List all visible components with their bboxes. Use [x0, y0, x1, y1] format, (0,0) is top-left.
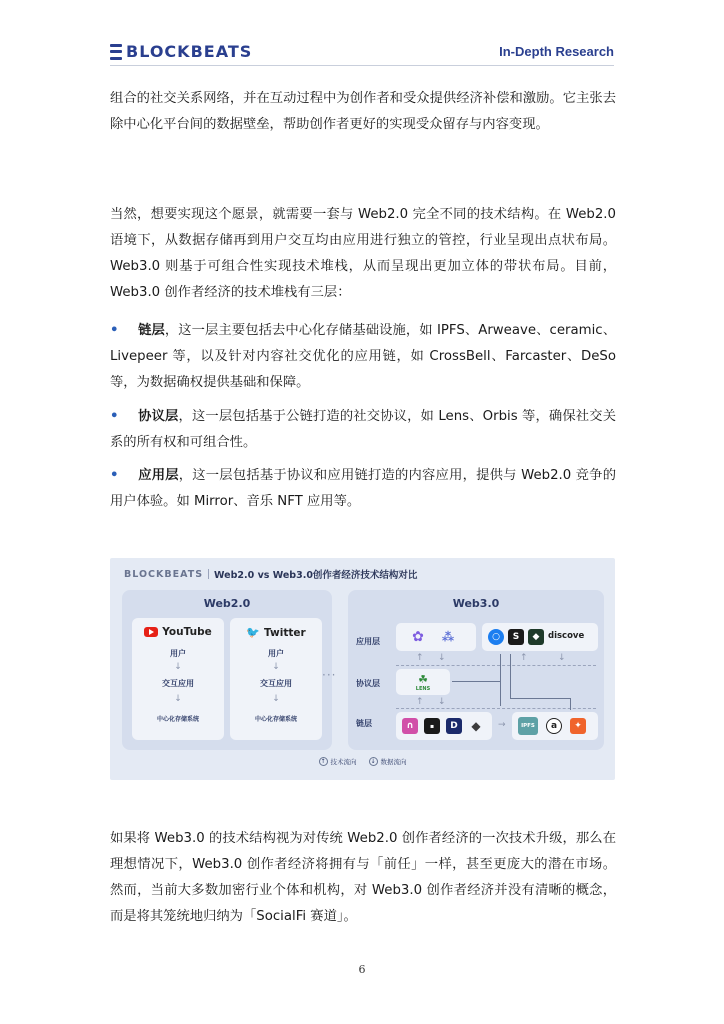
web2-user-label: 用户	[170, 649, 186, 658]
web3-heading: Web3.0	[452, 597, 500, 610]
down-arrow-icon: ↓	[438, 697, 446, 707]
bullet-chain-layer	[110, 318, 616, 396]
tech-stack-figure	[110, 558, 615, 780]
twitter-column	[230, 618, 322, 740]
legend-tech-flow	[319, 757, 357, 766]
protocol-layer-label: 协议层	[356, 679, 380, 688]
ipfs-icon: IPFS	[518, 717, 538, 735]
youtube-label: YouTube	[162, 626, 212, 638]
bullet-text: ，这一层包括基于协议和应用链打造的内容应用，提供与 Web2.0 竞争的用户体验。如 Mirror、音乐 NFT 应用等。	[110, 468, 616, 509]
web2-app-label: 交互应用	[260, 679, 292, 688]
youtube-brand	[132, 626, 224, 638]
sound-app-icon: S	[508, 629, 524, 645]
web2-storage-label: 中心化存储系统	[156, 716, 199, 723]
layer-divider	[396, 708, 596, 709]
down-arrow-icon: ↓	[174, 694, 182, 704]
up-arrow-icon: ↑	[416, 697, 424, 707]
legend-tech-flow-label: 技术流向	[330, 758, 357, 766]
web2-heading: Web2.0	[203, 597, 251, 610]
figure-legend	[110, 757, 615, 766]
figure-title	[124, 567, 417, 581]
twitter-brand	[230, 626, 322, 639]
paragraph-3: 如果将 Web3.0 的技术结构视为对传统 Web2.0 创作者经济的一次技术升级，那么在理想情况下，Web3.0 创作者经济将拥有与「前任」一样，甚至更庞大的潜在市场。然而，当前大多数加密行业个体和机构，对 Web3.0 创作者经济并没有清晰的概念，而是将其笼统地归纳为「SocialFi 赛道」。	[110, 831, 616, 924]
bullet-app-layer	[110, 463, 616, 515]
header-section-label: In-Depth Research	[499, 44, 614, 59]
connector-line	[570, 698, 571, 710]
down-arrow-icon: ↓	[438, 653, 446, 663]
web2-panel	[122, 590, 332, 750]
lens-icon: ☘	[418, 672, 428, 686]
chain-layer-label: 链层	[356, 719, 372, 728]
app-layer-box-left	[396, 623, 476, 651]
bullet-protocol-layer	[110, 404, 616, 456]
discove-label: discove	[548, 631, 585, 641]
deso-chain-icon: D	[446, 718, 462, 734]
legend-data-flow	[369, 757, 407, 766]
header-divider	[110, 65, 614, 66]
twitter-bird-icon: 🐦	[246, 626, 261, 639]
chain-layer-box-right	[512, 712, 598, 740]
page-number: 6	[358, 963, 366, 976]
web2-storage-label: 中心化存储系统	[254, 716, 297, 723]
bullet-text: ，这一层主要包括去中心化存储基础设施，如 IPFS、Arweave、ceramic、Livepeer 等，以及针对内容社交优化的应用链，如 CrossBell、Farcaster、DeSo 等，为数据确权提供基础和保障。	[110, 323, 617, 390]
protocol-layer-box	[396, 669, 450, 695]
ellipsis: ···	[322, 668, 337, 682]
arch-chain-icon: ∩	[402, 718, 418, 734]
bullet-text: ，这一层包括基于公链打造的社交协议，如 Lens、Orbis 等，确保社交关系的所有权和可组合性。	[110, 409, 616, 450]
connector-line	[500, 654, 501, 706]
logo-mark-icon	[110, 44, 122, 60]
chain-layer-box-left	[396, 712, 492, 740]
figure-title-separator	[208, 569, 209, 579]
down-arrow-circle-icon: ↓	[370, 758, 376, 765]
blockbeats-logo	[110, 42, 252, 61]
app-layer-box-right	[482, 623, 598, 651]
network-app-icon: ⁂	[441, 630, 455, 644]
ethereum-icon: ◆	[471, 719, 481, 733]
livepeer-icon: ✦	[570, 718, 586, 734]
app-layer-label: 应用层	[356, 637, 380, 646]
legend-data-flow-label: 数据流向	[380, 758, 407, 766]
down-arrow-icon: ↓	[272, 662, 280, 672]
web2-app-label: 交互应用	[162, 679, 194, 688]
flower-app-icon: ✿	[412, 629, 424, 645]
figure-title-text: Web2.0 vs Web3.0创作者经济技术结构对比	[214, 570, 418, 581]
down-arrow-icon: ↓	[174, 662, 182, 672]
connector-line	[510, 654, 511, 698]
page-header	[110, 40, 614, 66]
paragraph-2: 当然，想要实现这个愿景，就需要一套与 Web2.0 完全不同的技术结构。在 Web2.0 语境下，从数据存储再到用户交互均由应用进行独立的管控，行业呈现出点状布局。Web3.0 则基于可组合性实现技术堆栈，从而呈现出更加立体的带状布局。目前，Web3.0 创作者经济的技术堆栈有三层：	[110, 207, 616, 300]
right-arrow-icon: →	[498, 720, 506, 730]
youtube-icon	[144, 627, 158, 637]
up-arrow-icon: ↑	[520, 653, 528, 663]
bullet-dot: •	[110, 409, 119, 424]
connector-line	[452, 681, 500, 682]
bullet-term: 协议层	[138, 409, 179, 424]
connector-line	[510, 698, 570, 699]
leaf-app-icon: ◆	[528, 629, 544, 645]
down-arrow-icon: ↓	[558, 653, 566, 663]
bullet-term: 应用层	[138, 468, 179, 483]
blue-circle-app-icon: ○	[488, 629, 504, 645]
web3-panel	[348, 590, 604, 750]
down-arrow-icon: ↓	[272, 694, 280, 704]
logo-text: BLOCKBEATS	[126, 42, 253, 61]
web2-user-label: 用户	[268, 649, 284, 658]
lens-label: LENS	[415, 686, 431, 692]
paragraph-1: 组合的社交关系网络，并在互动过程中为创作者和受众提供经济补偿和激励。它主张去除中心化平台间的数据壁垒，帮助创作者更好的实现受众留存与内容变现。	[110, 91, 616, 132]
twitter-label: Twitter	[264, 626, 306, 639]
up-arrow-circle-icon: ↑	[320, 758, 326, 765]
bullet-dot: •	[110, 323, 119, 338]
bullet-dot: •	[110, 468, 119, 483]
up-arrow-icon: ↑	[416, 653, 424, 663]
layer-divider	[396, 665, 596, 666]
bullet-term: 链层	[138, 323, 165, 338]
figure-brand: BLOCKBEATS	[124, 568, 204, 580]
arweave-icon: a	[546, 718, 562, 734]
dark-chain-icon: ▪	[424, 718, 440, 734]
youtube-column	[132, 618, 224, 740]
